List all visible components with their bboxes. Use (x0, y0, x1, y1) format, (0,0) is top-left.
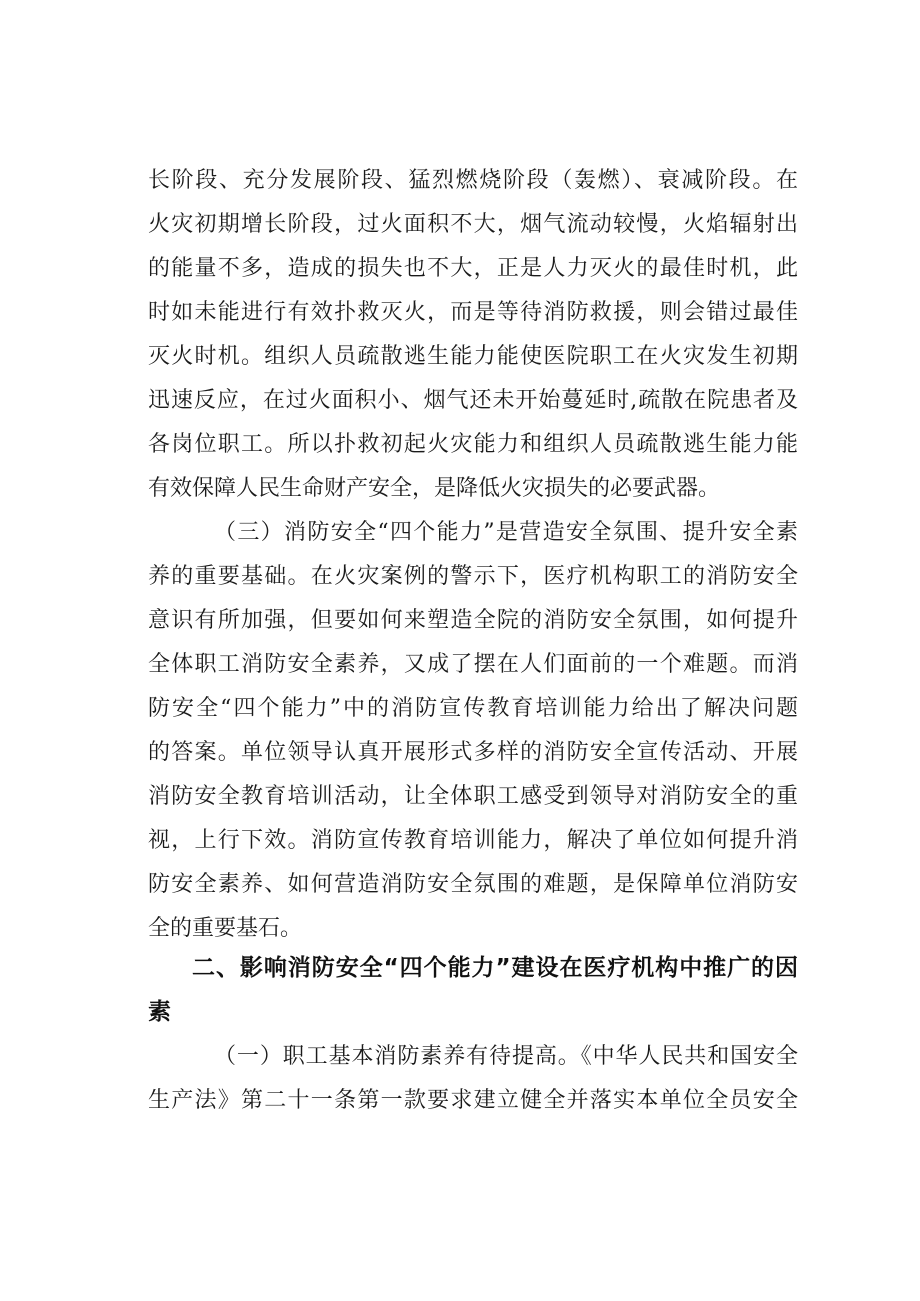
text-line: 消防安全教育培训活动，让全体职工感受到领导对消防安全的重 (148, 784, 798, 809)
text-line: 时如未能进行有效扑救灭火，而是等待消防救援，则会错过最佳 (148, 300, 798, 325)
text-line: 有效保障人民生命财产安全，是降低火灾损失的必要武器。 (148, 476, 721, 501)
text-line: 全体职工消防安全素养，又成了摆在人们面前的一个难题。而消 (148, 652, 798, 677)
text-line: 各岗位职工。所以扑救初起火灾能力和组织人员疏散逃生能力能 (148, 432, 798, 457)
text-line: 意识有所加强，但要如何来塑造全院的消防安全氛围，如何提升 (148, 608, 798, 633)
text-line: 生产法》第二十一条第一款要求建立健全并落实本单位全员安全 (148, 1088, 798, 1113)
text-line: 养的重要基础。在火灾案例的警示下，医疗机构职工的消防安全 (148, 564, 798, 589)
text-line: 火灾初期增长阶段，过火面积不大，烟气流动较慢，火焰辐射出 (148, 212, 798, 237)
text-line: 全的重要基石。 (148, 916, 303, 941)
text-line: （一）职工基本消防素养有待提高。《中华人民共和国安全 (214, 1044, 798, 1069)
text-line: 长阶段、充分发展阶段、猛烈燃烧阶段（轰燃）、衰减阶段。在 (148, 168, 798, 193)
text-line: 灭火时机。组织人员疏散逃生能力能使医院职工在火灾发生初期 (148, 344, 798, 369)
text-line: 防安全“四个能力”中的消防宣传教育培训能力给出了解决问题 (148, 696, 798, 721)
text-line: 的答案。单位领导认真开展形式多样的消防安全宣传活动、开展 (148, 740, 798, 765)
text-line: （三）消防安全“四个能力”是营造安全氛围、提升安全素 (214, 520, 798, 545)
heading-line: 二、影响消防安全“四个能力”建设在医疗机构中推广的因 (192, 955, 798, 981)
text-line: 迅速反应，在过火面积小、烟气还未开始蔓延时,疏散在院患者及 (148, 388, 798, 413)
text-line: 的能量不多，造成的损失也不大，正是人力灭火的最佳时机，此 (148, 256, 798, 281)
text-line: 防安全素养、如何营造消防安全氛围的难题，是保障单位消防安 (148, 872, 798, 897)
heading-line: 素 (148, 999, 171, 1025)
text-line: 视，上行下效。消防宣传教育培训能力，解决了单位如何提升消 (148, 828, 798, 853)
